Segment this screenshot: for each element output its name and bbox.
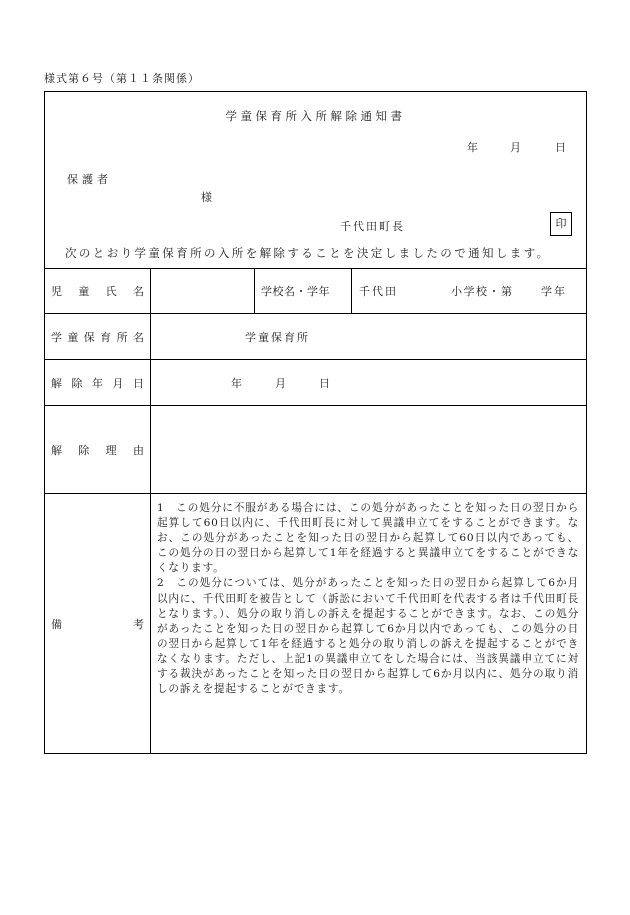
issue-month-label: 月 — [510, 141, 521, 154]
notice-form — [44, 91, 587, 754]
issue-date — [467, 139, 566, 155]
remarks-item-1: 1 この処分に不服がある場合には、この処分があったことを知った日の翌日から起算して60日以内に、千代田町長に対して異議申立てをすることができます。なお、この処分があったことを知った日の翌日から起算して60日以内であっても、この処分の日の翌日から起算して1年を経過すると異議申立てをすることができなくなります。 — [157, 502, 579, 575]
form-number-label: 様式第６号（第１１条関係） — [44, 72, 200, 85]
form-header — [45, 92, 586, 269]
row-remarks — [45, 494, 586, 753]
reason-label: 解 除 理 由 — [45, 406, 151, 493]
divider — [351, 269, 352, 313]
row-cancel-date — [45, 360, 586, 406]
school-suffix: 小学校・第 — [451, 285, 514, 298]
facility-field[interactable] — [151, 314, 586, 359]
remarks-body — [151, 494, 586, 753]
honorific-sama: 様 — [201, 191, 212, 204]
child-name-label: 児 童 氏 名 — [45, 269, 151, 313]
guardian-label: 保護者 — [67, 173, 112, 186]
cancel-date-label: 解 除 年 月 日 — [45, 360, 151, 405]
facility-value: 学童保育所 — [245, 330, 310, 344]
issuer-mayor: 千代田町長 — [340, 220, 405, 233]
row-child-name — [45, 269, 586, 314]
notice-text: 次のとおり学童保育所の入所を解除することを決定しましたので通知します。 — [65, 246, 551, 260]
cancel-day-label: 日 — [319, 376, 330, 390]
issue-day-label: 日 — [555, 141, 566, 154]
school-town: 千代田 — [359, 285, 398, 298]
remarks-label: 備 考 — [45, 494, 151, 753]
facility-label: 学 童 保 育 所 名 — [45, 314, 151, 359]
grade-suffix: 学年 — [541, 285, 567, 298]
issue-year-label: 年 — [467, 141, 478, 154]
row-reason — [45, 406, 586, 494]
cancel-date-field[interactable] — [151, 360, 586, 405]
school-grade-label: 学校名・学年 — [261, 285, 330, 298]
row-facility — [45, 314, 586, 360]
cancel-month-label: 月 — [275, 376, 286, 390]
seal-box: 印 — [550, 212, 572, 236]
cancel-year-label: 年 — [231, 376, 242, 390]
divider — [254, 269, 255, 313]
document-title: 学童保育所入所解除通知書 — [225, 109, 406, 123]
remarks-text — [157, 501, 579, 697]
reason-field[interactable] — [151, 406, 586, 493]
remarks-item-2: 2 この処分については、処分があったことを知った日の翌日から起算して6か月以内に、千代田町を被告として（訴訟において千代田町を代表する者は千代田町長となります。）、処分の取り消しの訴えを提起することができます。なお、この処分があったことを知った日の翌日から起算して6か月以内であっても、この処分の日の翌日から起算して1年を経過すると処分の取り消しの訴えを提起することができなくなります。ただし、上記1の異議申立てをした場合には、当該異議申立てに対する裁決があったことを知った日の翌日から起算して6か月以内に、処分の取り消しの訴えを提起することができます。 — [157, 577, 579, 696]
